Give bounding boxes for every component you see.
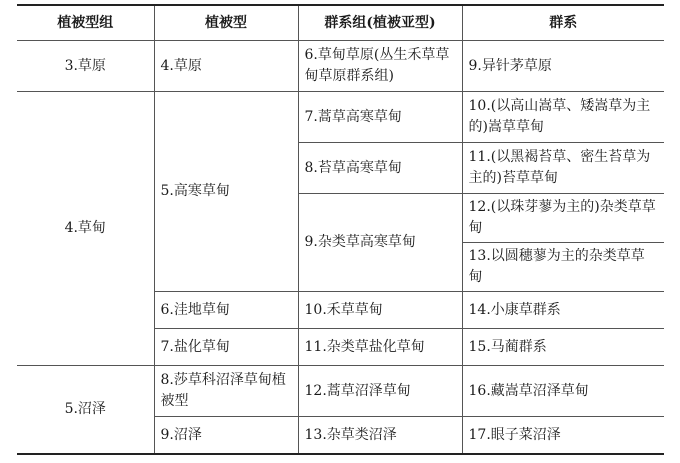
vegetation-table-container: [17, 4, 664, 455]
table-row: [17, 366, 664, 417]
table-row: [17, 92, 664, 143]
table-row: [17, 41, 664, 92]
header-vegetation-group: 植被型组: [17, 5, 154, 41]
cell-subtype-forb-alpine: 9.杂类草高寒草甸: [298, 194, 462, 292]
cell-subtype-grass-meadow: 10.禾草草甸: [298, 292, 462, 329]
cell-group-grassland: 3.草原: [17, 41, 154, 92]
cell-subtype-kobresia-marsh: 12.蒿草沼泽草甸: [298, 366, 462, 417]
cell-type-lowland-meadow: 6.洼地草甸: [154, 292, 298, 329]
cell-type-marsh: 9.沼泽: [154, 417, 298, 455]
header-vegetation-type: 植被型: [154, 5, 298, 41]
cell-type-saline-meadow: 7.盐化草甸: [154, 329, 298, 366]
cell-formation-stipa: 9.异针茅草原: [462, 41, 664, 92]
cell-formation-polygonum-sphaerostachyum: 13.以圆穗蓼为主的杂类草草甸: [462, 243, 664, 292]
cell-subtype-kobresia: 7.蒿草高寒草甸: [298, 92, 462, 143]
header-formation: 群系: [462, 5, 664, 41]
cell-formation-iris: 15.马蔺群系: [462, 329, 664, 366]
vegetation-classification-table: [17, 4, 664, 455]
cell-formation-potamogeton: 17.眼子菜沼泽: [462, 417, 664, 455]
cell-subtype-forb-marsh: 13.杂草类沼泽: [298, 417, 462, 455]
cell-type-sedge-marsh-meadow: 8.莎草科沼泽草甸植被型: [154, 366, 298, 417]
cell-subtype-carex: 8.苔草高寒草甸: [298, 143, 462, 194]
cell-formation-carex: 11.(以黑褐苔草、密生苔草为主的)苔草草甸: [462, 143, 664, 194]
cell-type-alpine-meadow: 5.高寒草甸: [154, 92, 298, 292]
cell-type-grassland: 4.草原: [154, 41, 298, 92]
cell-subtype-meadow-steppe: 6.草甸草原(丛生禾草草甸草原群系组): [298, 41, 462, 92]
cell-group-meadow: 4.草甸: [17, 92, 154, 366]
cell-group-marsh: 5.沼泽: [17, 366, 154, 455]
cell-subtype-forb-saline: 11.杂类草盐化草甸: [298, 329, 462, 366]
table-header-row: [17, 5, 664, 41]
cell-formation-tibetan-kobresia: 16.藏嵩草沼泽草甸: [462, 366, 664, 417]
cell-formation-kobresia: 10.(以高山嵩草、矮嵩草为主的)嵩草草甸: [462, 92, 664, 143]
cell-formation-polygonum-viviparum: 12.(以珠芽蓼为主的)杂类草草甸: [462, 194, 664, 243]
cell-formation-xiaokang-grass: 14.小康草群系: [462, 292, 664, 329]
header-formation-group: 群系组(植被亚型): [298, 5, 462, 41]
